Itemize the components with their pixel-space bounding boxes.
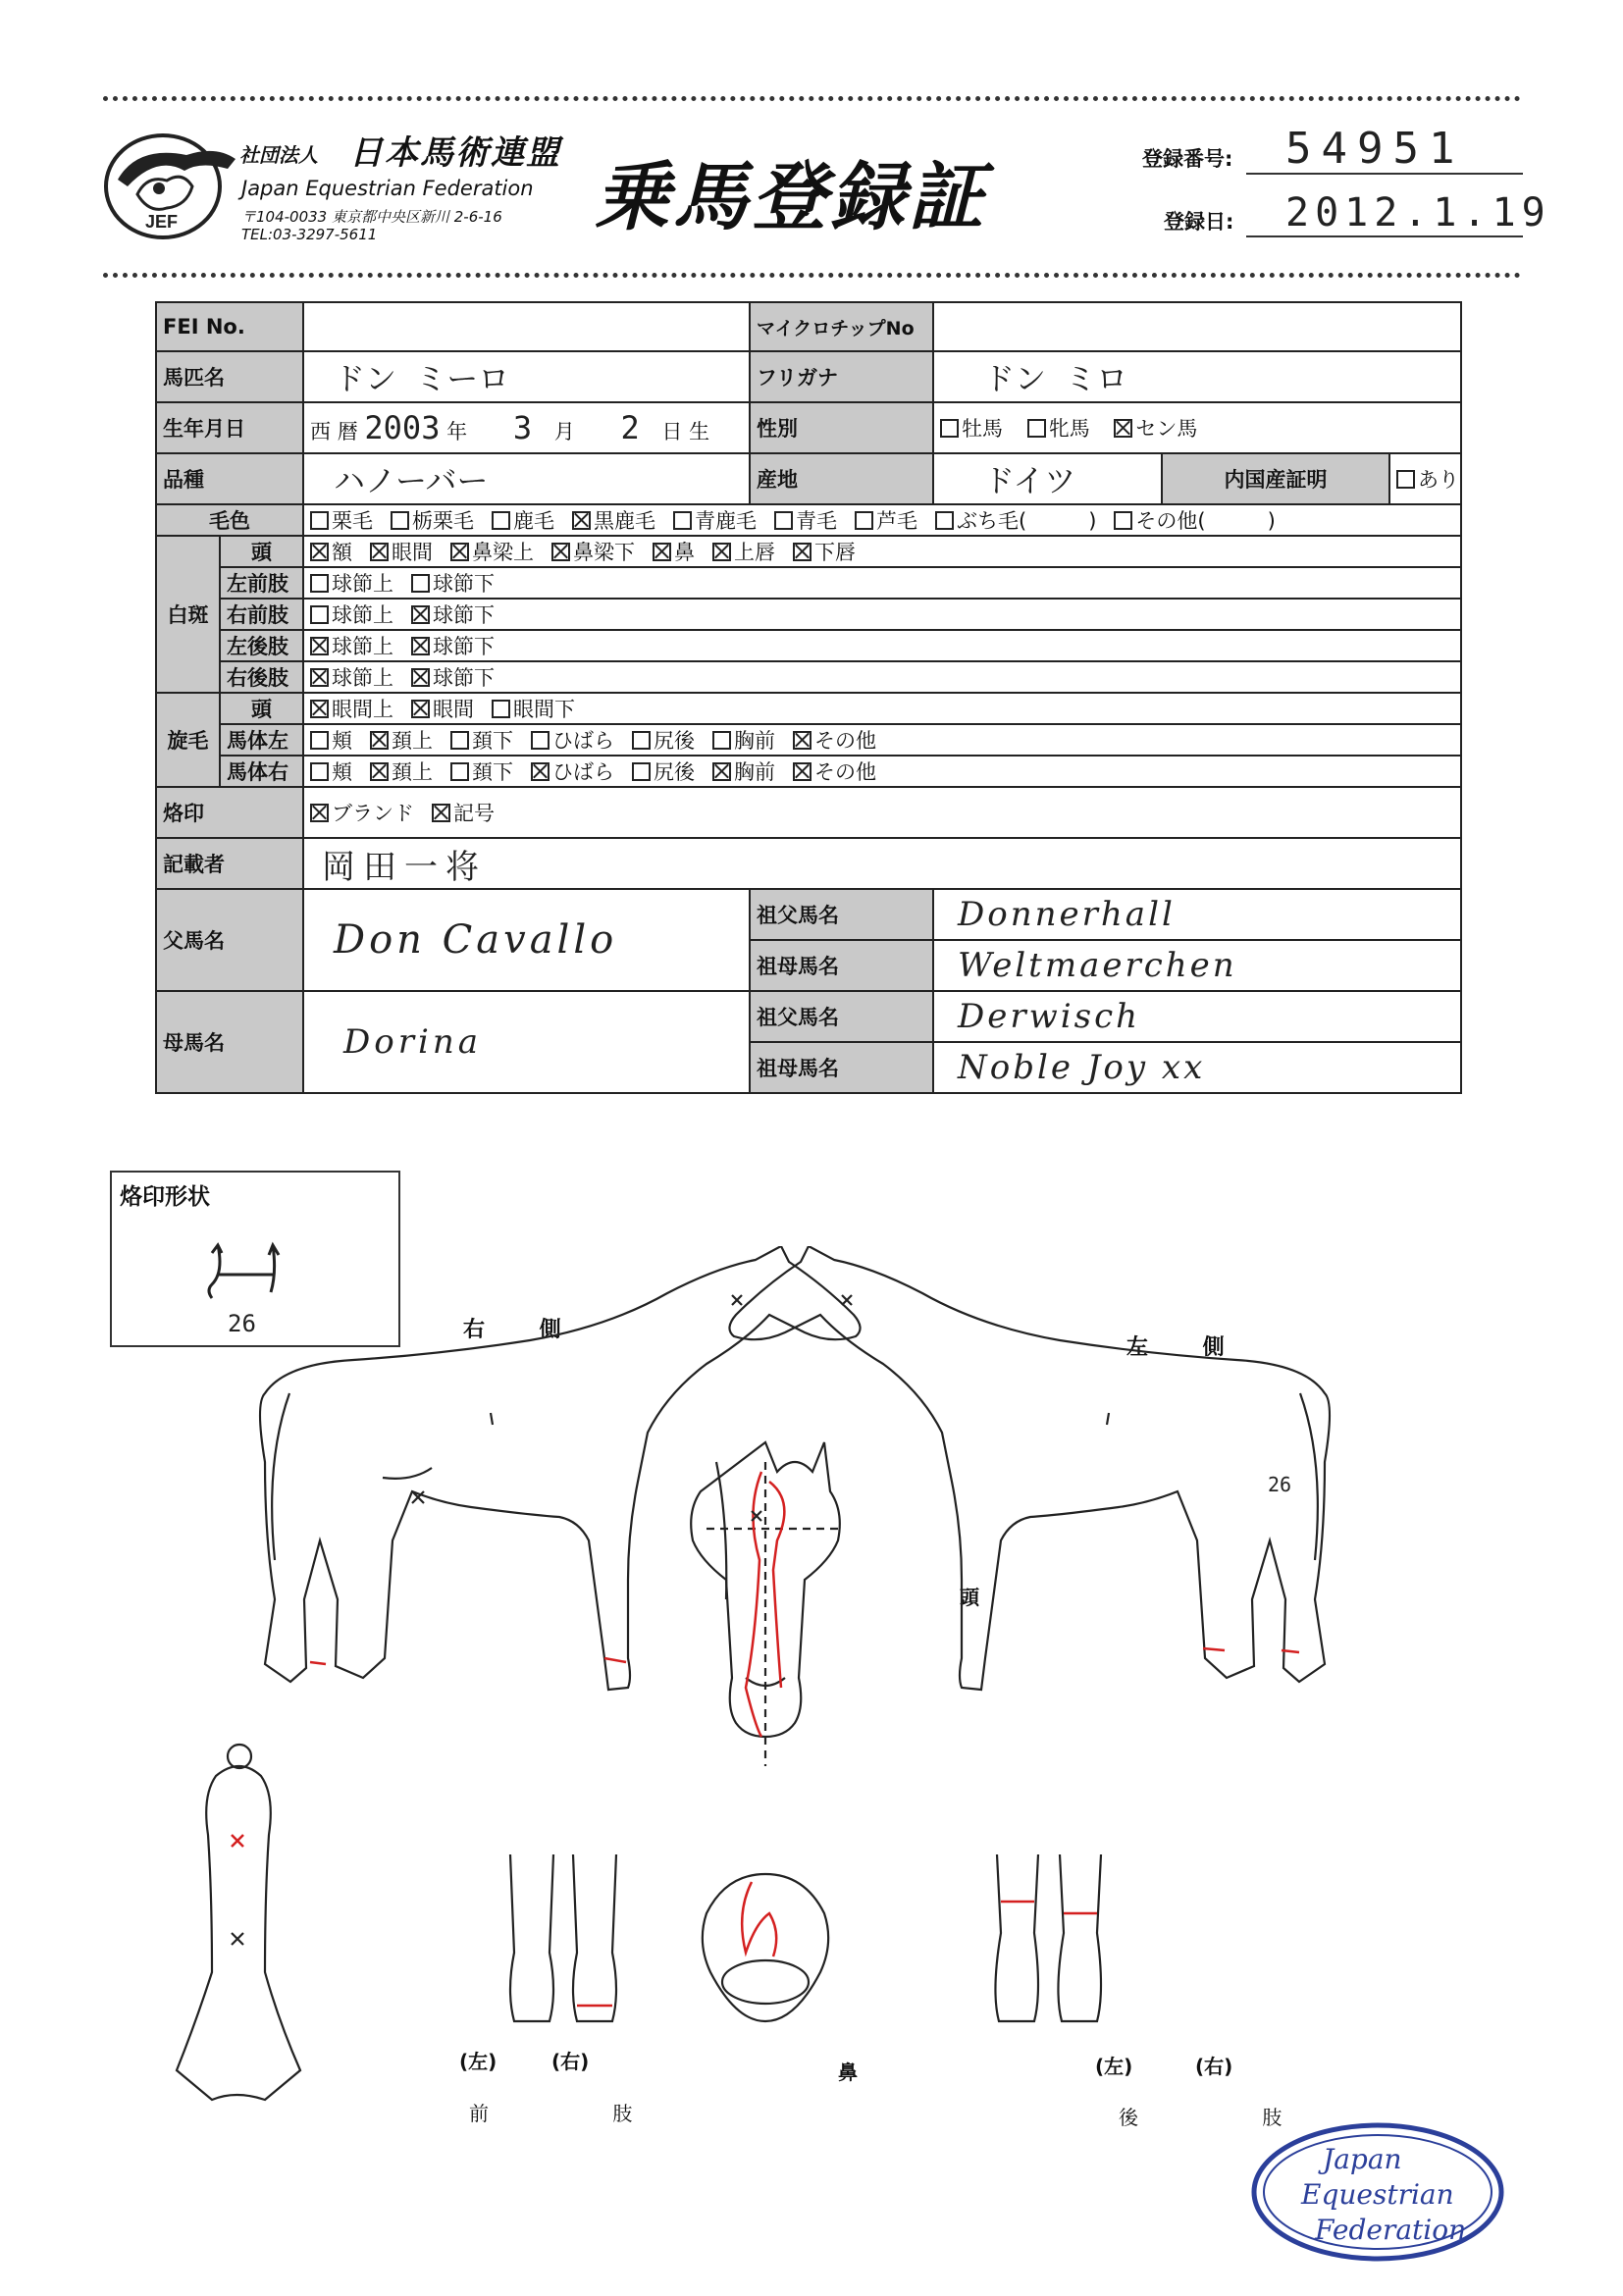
coat-option[interactable]: [1114, 509, 1275, 533]
dam-granddam-value: Noble Joy xx: [933, 1042, 1461, 1093]
white-options-head: [303, 536, 1461, 567]
whorl-options-body-right-option[interactable]: [310, 760, 352, 784]
white-options-right-fore-option[interactable]: [310, 603, 393, 627]
hindlimb-left-outline: [995, 1854, 1038, 2021]
option-label: 頬: [332, 760, 353, 784]
checkbox[interactable]: [793, 731, 812, 750]
hindlimb-caption: 後 肢: [1119, 2106, 1341, 2129]
dam-value: Dorina: [303, 991, 750, 1093]
domestic-option[interactable]: あり: [1389, 453, 1461, 504]
checkbox[interactable]: [391, 511, 409, 530]
right-fore-marking: [604, 1658, 626, 1662]
option-label: 胸前: [734, 729, 776, 753]
checkbox[interactable]: [450, 543, 469, 561]
checkbox-gelding[interactable]: [1114, 419, 1132, 438]
checkbox[interactable]: [653, 543, 671, 561]
checkbox-mare[interactable]: [1027, 419, 1046, 438]
birth-day: 2: [620, 409, 640, 446]
checkbox[interactable]: [310, 511, 329, 530]
stamp-line-3: Federation: [1315, 2214, 1467, 2246]
white-options-right-fore: [303, 599, 1461, 630]
option-label: その他( ): [1135, 509, 1276, 533]
birth-year-unit: 年: [446, 420, 468, 444]
org-name-jp: 日本馬術連盟: [349, 133, 561, 173]
coat-option[interactable]: [855, 509, 917, 533]
stamp-line-1: Japan: [1323, 2143, 1402, 2175]
option-label: 黒鹿毛: [594, 509, 656, 533]
whorl-options-body-left-option[interactable]: [531, 729, 614, 753]
option-label: 球節下: [433, 635, 496, 658]
option-label: ぶち毛( ): [957, 509, 1097, 533]
white-options-head-option[interactable]: [370, 541, 433, 564]
checkbox[interactable]: [551, 543, 570, 561]
checkbox[interactable]: [492, 700, 510, 718]
white-options-left-fore-option[interactable]: [411, 572, 495, 596]
sex-option-gelding[interactable]: セン馬: [1114, 417, 1197, 441]
sire-granddam-value: Weltmaerchen: [933, 940, 1461, 991]
checkbox[interactable]: [774, 511, 793, 530]
option-label: 鼻梁下: [573, 541, 636, 564]
whorl-options-head-option[interactable]: [492, 698, 575, 721]
dam-label: 母馬名: [156, 991, 303, 1093]
option-label: 尻後: [654, 760, 696, 784]
sex-options: [933, 402, 1461, 453]
option-label: 球節上: [332, 666, 394, 690]
checkbox[interactable]: [432, 804, 450, 822]
brand-options-option[interactable]: [432, 802, 495, 825]
white-options-right-hind-option[interactable]: [310, 666, 393, 690]
white-options-head-option[interactable]: [310, 541, 352, 564]
white-options-head-option[interactable]: [551, 541, 635, 564]
whorl-options-head-option[interactable]: [310, 698, 393, 721]
checkbox[interactable]: [370, 762, 389, 781]
whorl-part-body-left: 馬体左: [220, 724, 303, 756]
fei-value: [303, 302, 750, 351]
option-label: 眼間: [433, 698, 475, 721]
forelimb-caption: 前 肢: [469, 2102, 692, 2125]
birth-value: [303, 402, 750, 453]
checkbox[interactable]: [450, 762, 469, 781]
white-options-left-hind-option[interactable]: [411, 635, 495, 658]
reg-date-line: [1246, 190, 1551, 237]
white-options-head-option[interactable]: [712, 541, 775, 564]
option-label: 額: [332, 541, 353, 564]
white-options-left-fore-option[interactable]: [310, 572, 393, 596]
whorl-options-body-left-option[interactable]: [450, 729, 513, 753]
sire-grandsire-value: Donnerhall: [933, 889, 1461, 940]
forelimb-left-outline: [510, 1854, 553, 2021]
checkbox[interactable]: [310, 637, 329, 655]
birth-day-unit: 日 生: [661, 420, 710, 444]
hindlimb-left-label: (左): [1095, 2055, 1133, 2078]
checkbox[interactable]: [712, 762, 731, 781]
checkbox[interactable]: [572, 511, 591, 530]
checkbox[interactable]: [855, 511, 873, 530]
forelimb-right-label: (右): [551, 2050, 590, 2073]
recorder-value: 岡田一将: [303, 838, 1461, 889]
coat-option[interactable]: [774, 509, 837, 533]
option-label: 鼻梁上: [472, 541, 535, 564]
checkbox[interactable]: [411, 605, 430, 624]
nose-marking: [742, 1882, 776, 1957]
checkbox[interactable]: [310, 762, 329, 781]
brand-options-option[interactable]: [310, 802, 414, 825]
option-label: 尻後: [654, 729, 696, 753]
option-label: 頚下: [472, 760, 514, 784]
option-label: 球節下: [433, 666, 496, 690]
horse-markings-diagram: [118, 1246, 1472, 2110]
document-title: 乗馬登録証: [595, 153, 987, 240]
checkbox[interactable]: [310, 574, 329, 593]
white-options-head-option[interactable]: [450, 541, 534, 564]
white-options-head-option[interactable]: [793, 541, 856, 564]
checkbox[interactable]: [712, 543, 731, 561]
white-part-right-fore: 右前肢: [220, 599, 303, 630]
option-label: 胸前: [734, 760, 776, 784]
whorl-options-body-right-option[interactable]: [793, 760, 876, 784]
checkbox[interactable]: [1114, 511, 1132, 530]
whorl-options-body-left: [303, 724, 1461, 756]
option-label: 眼間上: [332, 698, 394, 721]
domestic-label: 内国産証明: [1162, 453, 1389, 504]
option-label: 芦毛: [876, 509, 918, 533]
checkbox[interactable]: [411, 574, 430, 593]
whorl-options-body-right: [303, 756, 1461, 787]
brand-mark-number: 26: [228, 1310, 256, 1337]
option-label: その他: [814, 760, 877, 784]
whorl-options-body-right-option[interactable]: [531, 760, 614, 784]
coat-option[interactable]: [310, 509, 373, 533]
option-label: 眼間下: [513, 698, 576, 721]
option-label: 頚上: [392, 729, 434, 753]
recorder-label: 記載者: [156, 838, 303, 889]
option-label: 球節上: [332, 572, 394, 596]
right-hind-marking: [310, 1662, 326, 1664]
hindlimb-right-outline: [1058, 1854, 1101, 2021]
whorl-options-head: [303, 693, 1461, 724]
birth-month: 3: [512, 409, 533, 446]
whorl-options-body-right-option[interactable]: [632, 760, 695, 784]
white-label: 白斑: [156, 536, 220, 693]
coat-option[interactable]: [572, 509, 655, 533]
option-label: 球節上: [332, 635, 394, 658]
checkbox[interactable]: [450, 731, 469, 750]
white-options-right-hind-option[interactable]: [411, 666, 495, 690]
brand-shape-label: 烙印形状: [120, 1184, 210, 1210]
checkbox[interactable]: [310, 804, 329, 822]
checkbox[interactable]: [712, 731, 731, 750]
left-side-horse-outline: [729, 1246, 1330, 1690]
furigana-value: ドン ミロ: [933, 351, 1461, 402]
sex-option-stallion[interactable]: 牡馬: [940, 417, 1003, 441]
white-options-left-hind-option[interactable]: [310, 635, 393, 658]
checkbox-stallion[interactable]: [940, 419, 959, 438]
origin-label: 産地: [750, 453, 933, 504]
forelimb-right-outline: [573, 1854, 616, 2021]
checkbox-domestic[interactable]: [1396, 470, 1415, 489]
sire-granddam-label: 祖母馬名: [750, 940, 933, 991]
whorl-options-body-left-option[interactable]: [632, 729, 695, 753]
whorl-label: 旋毛: [156, 693, 220, 787]
whorl-options-head-option[interactable]: [411, 698, 474, 721]
coat-option[interactable]: [935, 509, 1096, 533]
furigana-label: フリガナ: [750, 351, 933, 402]
breed-label: 品種: [156, 453, 303, 504]
whorl-options-body-left-option[interactable]: [793, 729, 876, 753]
option-label: ひばら: [552, 729, 615, 753]
option-label: ひばら: [552, 760, 615, 784]
checkbox[interactable]: [411, 637, 430, 655]
checkbox[interactable]: [793, 762, 812, 781]
reg-number-line: [1246, 124, 1523, 175]
reg-number-label: 登録番号:: [1142, 147, 1233, 171]
forelimb-left-label: (左): [459, 2050, 497, 2073]
sire-value: Don Cavallo: [303, 889, 750, 991]
checkbox[interactable]: [632, 731, 651, 750]
whorl-options-body-left-option[interactable]: [310, 729, 352, 753]
whorl-options-body-right-option[interactable]: [370, 760, 433, 784]
coat-options: [303, 504, 1461, 536]
checkbox[interactable]: [310, 668, 329, 687]
checkbox[interactable]: [632, 762, 651, 781]
option-label: 球節下: [433, 572, 496, 596]
checkbox[interactable]: [411, 668, 430, 687]
white-options-head-option[interactable]: [653, 541, 695, 564]
sire-label: 父馬名: [156, 889, 303, 991]
dam-grandsire-value: Derwisch: [933, 991, 1461, 1042]
org-address-1: 〒104-0033 東京都中央区新川 2-6-16: [241, 208, 502, 226]
sex-option-mare[interactable]: 牝馬: [1027, 417, 1090, 441]
white-options-left-fore: [303, 567, 1461, 599]
option-label: 頬: [332, 729, 353, 753]
checkbox[interactable]: [531, 762, 550, 781]
reg-number-value: 54951: [1285, 124, 1465, 174]
option-label: 球節上: [332, 603, 394, 627]
option-label: 眼間: [392, 541, 434, 564]
dam-grandsire-label: 祖父馬名: [750, 991, 933, 1042]
breed-value: ハノーバー: [303, 453, 750, 504]
right-side-horse-outline: [260, 1246, 861, 1690]
birth-month-unit: 月: [553, 420, 575, 444]
option-label: 青鹿毛: [695, 509, 758, 533]
top-view-outline: [177, 1766, 300, 2100]
reg-date-value: 2012.1.19: [1285, 190, 1551, 235]
option-label: 鼻: [674, 541, 696, 564]
logo-text: JEF: [145, 212, 179, 232]
stamp-line-2: Equestrian: [1301, 2178, 1454, 2211]
sire-grandsire-label: 祖父馬名: [750, 889, 933, 940]
checkbox[interactable]: [310, 605, 329, 624]
right-side-label: 右 側: [463, 1318, 585, 1342]
birth-prefix: 西 暦: [310, 420, 358, 444]
org-type: 社団法人: [239, 143, 318, 167]
checkbox[interactable]: [793, 543, 812, 561]
white-part-left-fore: 左前肢: [220, 567, 303, 599]
header-dotted-rule: [103, 273, 1521, 278]
side-brand-mark: 26: [1268, 1473, 1292, 1496]
birth-label: 生年月日: [156, 402, 303, 453]
left-side-label: 左 側: [1126, 1335, 1248, 1360]
checkbox[interactable]: [310, 700, 329, 718]
checkbox[interactable]: [411, 700, 430, 718]
whorl-options-body-left-option[interactable]: [712, 729, 775, 753]
option-label: ブランド: [332, 802, 415, 825]
microchip-label: マイクロチップNo: [750, 302, 933, 351]
jef-stamp: [1246, 2117, 1509, 2267]
white-options-right-fore-option[interactable]: [411, 603, 495, 627]
fei-label: FEI No.: [156, 302, 303, 351]
checkbox[interactable]: [673, 511, 692, 530]
option-label: 青毛: [796, 509, 838, 533]
origin-value: ドイツ: [933, 453, 1162, 504]
nose-outline: [703, 1874, 828, 2021]
white-options-left-hind: [303, 630, 1461, 661]
whorl-options-body-right-option[interactable]: [712, 760, 775, 784]
white-part-left-hind: 左後肢: [220, 630, 303, 661]
option-label: 鹿毛: [513, 509, 555, 533]
checkbox[interactable]: [492, 511, 510, 530]
left-hind-marking: [1203, 1648, 1225, 1650]
horse-name-value: ドン ミーロ: [303, 351, 750, 402]
coat-option[interactable]: [492, 509, 554, 533]
option-label: 栃栗毛: [412, 509, 475, 533]
dam-granddam-label: 祖母馬名: [750, 1042, 933, 1093]
option-label: 球節下: [433, 603, 496, 627]
white-part-head: 頭: [220, 536, 303, 567]
coat-label: 毛色: [156, 504, 303, 536]
org-name-en: Japan Equestrian Federation: [241, 177, 534, 200]
option-label: 栗毛: [332, 509, 374, 533]
horse-name-label: 馬匹名: [156, 351, 303, 402]
checkbox[interactable]: [370, 731, 389, 750]
hindlimb-right-label: (右): [1195, 2055, 1233, 2078]
registration-form: [155, 301, 1462, 1094]
coat-option[interactable]: [391, 509, 474, 533]
whorl-options-body-right-option[interactable]: [450, 760, 513, 784]
coat-option[interactable]: [673, 509, 757, 533]
nose-label: 鼻: [838, 2061, 858, 2084]
white-options-right-hind: [303, 661, 1461, 693]
checkbox[interactable]: [935, 511, 954, 530]
option-label: その他: [814, 729, 877, 753]
white-part-right-hind: 右後肢: [220, 661, 303, 693]
option-label: 頚上: [392, 760, 434, 784]
option-label: 上唇: [734, 541, 776, 564]
checkbox[interactable]: [531, 731, 550, 750]
checkbox[interactable]: [310, 731, 329, 750]
brand-label: 烙印: [156, 787, 303, 838]
option-label: 頚下: [472, 729, 514, 753]
reg-date-label: 登録日:: [1164, 210, 1234, 234]
sex-label: 性別: [750, 402, 933, 453]
microchip-value: [933, 302, 1461, 351]
whorl-part-head: 頭: [220, 693, 303, 724]
option-label: 記号: [453, 802, 496, 825]
option-label: 下唇: [814, 541, 857, 564]
checkbox[interactable]: [310, 543, 329, 561]
head-label: 頭: [960, 1586, 979, 1609]
jef-logo: [98, 126, 243, 249]
top-dotted-rule: [103, 96, 1521, 101]
whorl-part-body-right: 馬体右: [220, 756, 303, 787]
checkbox[interactable]: [370, 543, 389, 561]
birth-year: 2003: [364, 409, 441, 446]
brand-options: [303, 787, 1461, 838]
org-address-2: TEL:03-3297-5611: [241, 226, 378, 243]
whorl-options-body-left-option[interactable]: [370, 729, 433, 753]
